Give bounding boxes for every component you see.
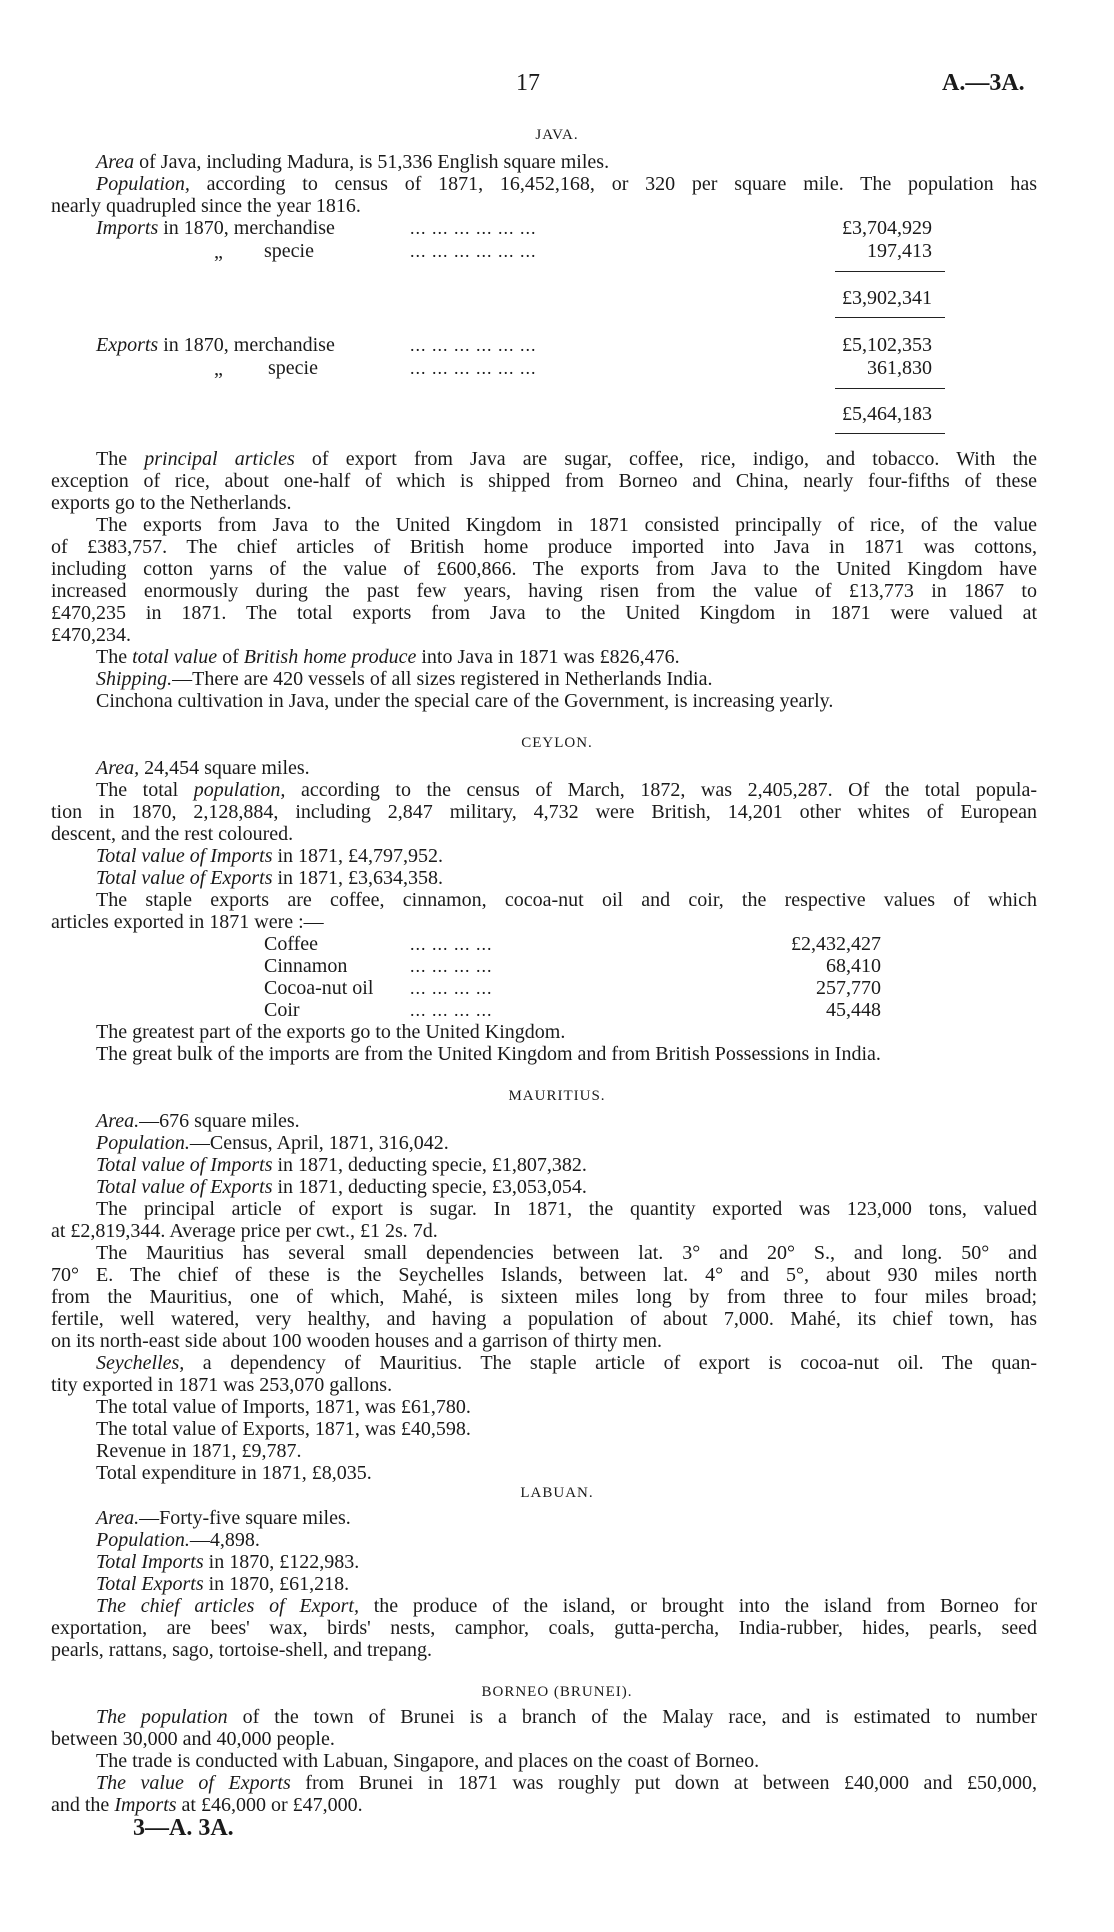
mauritius-imports: Total value of Imports in 1871, deducting specie, £1,807,382.: [96, 1154, 587, 1176]
mauritius-seychelles-line2: tity exported in 1871 was 253,070 gallons.: [51, 1374, 393, 1396]
labuan-population: Population.—4,898.: [96, 1529, 260, 1551]
ceylon-population-line1: The total population, according to the census of March, 1872, was 2,405,287. Of the total popula-: [96, 779, 1038, 801]
ceylon-staple-line1: The staple exports are coffee, cinnamon, cocoa-nut oil and coir, the respective values of which: [96, 889, 1037, 911]
mauritius-sugar-line2: at £2,819,344. Average price per cwt., £1 2s. 7d.: [51, 1220, 438, 1242]
mauritius-total-exports: The total value of Exports, 1871, was £40,598.: [96, 1418, 471, 1440]
mauritius-total-imports: The total value of Imports, 1871, was £61,780.: [96, 1396, 471, 1418]
java-para2-line3: including cotton yarns of the value of £600,866. The exports from Java to the United Kingdom have: [51, 558, 1037, 580]
ceylon-table-item: Coffee: [264, 933, 319, 955]
java-para2-line1: The exports from Java to the United Kingdom in 1871 consisted principally of rice, of the value: [96, 514, 1037, 536]
sum-rule: [835, 388, 945, 389]
dot-leader: ... ... ... ... ... ...: [410, 335, 537, 355]
ceylon-exports: Total value of Exports in 1871, £3,634,358.: [96, 867, 444, 889]
borneo-population-line2: between 30,000 and 40,000 people.: [51, 1728, 335, 1750]
section-heading-mauritius: MAURITIUS.: [508, 1088, 606, 1104]
borneo-trade: The trade is conducted with Labuan, Singapore, and places on the coast of Borneo.: [96, 1750, 760, 1772]
java-imports-merch-value: £3,704,929: [842, 217, 932, 239]
mauritius-seychelles-line1: Seychelles, a dependency of Mauritius. The staple article of export is cocoa-nut oil. The quan-: [96, 1352, 1037, 1374]
java-para2-line5: £470,235 in 1871. The total exports from Java to the United Kingdom in 1871 were valued at: [51, 602, 1037, 624]
java-para1-line2: exception of rice, about one-half of which is shipped from Borneo and China, nearly four-fifths of these: [51, 470, 1037, 492]
ceylon-population-line3: descent, and the rest coloured.: [51, 823, 294, 845]
java-para1-line3: exports go to the Netherlands.: [51, 492, 292, 514]
java-exports-ditto: „: [214, 358, 223, 380]
section-heading-labuan: LABUAN.: [520, 1485, 594, 1501]
java-imports-specie-value: 197,413: [867, 240, 932, 262]
ceylon-great-bulk: The great bulk of the imports are from the United Kingdom and from British Possessions in India.: [96, 1043, 881, 1065]
mauritius-dependencies-line4: fertile, well watered, very healthy, and having a population of about 7,000. Mahé, its chief town, has: [51, 1308, 1037, 1330]
java-imports-merch-label: Imports in 1870, merchandise: [96, 217, 335, 239]
mauritius-sugar-line1: The principal article of export is sugar. In 1871, the quantity exported was 123,000 tons, valued: [96, 1198, 1037, 1220]
ceylon-table-item: Cocoa-nut oil: [264, 977, 374, 999]
borneo-value-line1: The value of Exports from Brunei in 1871 was roughly put down at between £40,000 and £50,000,: [96, 1772, 1037, 1794]
sum-rule: [835, 433, 945, 434]
mauritius-revenue: Revenue in 1871, £9,787.: [96, 1440, 302, 1462]
java-british-produce: The total value of British home produce into Java in 1871 was £826,476.: [96, 646, 680, 668]
mauritius-expenditure: Total expenditure in 1871, £8,035.: [96, 1462, 372, 1484]
ceylon-area: Area, 24,454 square miles.: [96, 757, 310, 779]
ceylon-imports: Total value of Imports in 1871, £4,797,952.: [96, 845, 444, 867]
section-heading-ceylon: CEYLON.: [521, 735, 593, 751]
mauritius-area: Area.—676 square miles.: [96, 1110, 300, 1132]
java-exports-merch-value: £5,102,353: [842, 334, 932, 356]
footer-signature: 3—A. 3A.: [133, 1815, 234, 1841]
dot-leader: ... ... ... ...: [410, 978, 493, 998]
labuan-exports: Total Exports in 1870, £61,218.: [96, 1573, 350, 1595]
borneo-population-line1: The population of the town of Brunei is a branch of the Malay race, and is estimated to number: [96, 1706, 1038, 1728]
dot-leader: ... ... ... ... ... ...: [410, 358, 537, 378]
labuan-chief-line3: pearls, rattans, sago, tortoise-shell, and trepang.: [51, 1639, 432, 1661]
java-para2-line6: £470,234.: [51, 624, 131, 646]
ceylon-table-item: Cinnamon: [264, 955, 348, 977]
section-heading-java: JAVA.: [535, 127, 579, 143]
mauritius-dependencies-line5: on its north-east side about 100 wooden houses and a garrison of thirty men.: [51, 1330, 662, 1352]
mauritius-exports: Total value of Exports in 1871, deducting specie, £3,053,054.: [96, 1176, 587, 1198]
java-shipping: Shipping.—There are 420 vessels of all sizes registered in Netherlands India.: [96, 668, 713, 690]
java-population-line2: nearly quadrupled since the year 1816.: [51, 195, 361, 217]
labuan-chief-line2: exportation, are bees' wax, birds' nests, camphor, coals, gutta-percha, India-rubber, hides, pearls, seed: [51, 1617, 1037, 1639]
ceylon-table-value: 68,410: [826, 955, 881, 977]
ceylon-table-value: 45,448: [826, 999, 881, 1021]
labuan-area: Area.—Forty-five square miles.: [96, 1507, 351, 1529]
dot-leader: ... ... ... ...: [410, 1000, 493, 1020]
ceylon-staple-line2: articles exported in 1871 were :—: [51, 911, 324, 933]
dot-leader: ... ... ... ...: [410, 956, 493, 976]
java-para2-line2: of £383,757. The chief articles of British home produce imported into Java in 1871 was cottons,: [51, 536, 1037, 558]
java-exports-specie-label: specie: [268, 357, 318, 379]
ceylon-table-item: Coir: [264, 999, 300, 1021]
borneo-value-line2: and the Imports at £46,000 or £47,000.: [51, 1794, 363, 1816]
mauritius-dependencies-line2: 70° E. The chief of these is the Seychelles Islands, between lat. 4° and 5°, about 930 miles north: [51, 1264, 1037, 1286]
labuan-imports: Total Imports in 1870, £122,983.: [96, 1551, 360, 1573]
mauritius-dependencies-line1: The Mauritius has several small dependencies between lat. 3° and 20° S., and long. 50° and: [96, 1242, 1037, 1264]
labuan-chief-line1: The chief articles of Export, the produce of the island, or brought into the island from Borneo for: [96, 1595, 1037, 1617]
java-exports-specie-value: 361,830: [867, 357, 932, 379]
ceylon-table-value: £2,432,427: [791, 933, 881, 955]
java-cinchona: Cinchona cultivation in Java, under the special care of the Government, is increasing yearly.: [96, 690, 834, 712]
document-ref: A.—3A.: [942, 70, 1025, 96]
mauritius-dependencies-line3: from the Mauritius, one of which, Mahé, is sixteen miles long by from three to four miles broad;: [51, 1286, 1037, 1308]
java-imports-total: £3,902,341: [842, 287, 932, 309]
sum-rule: [835, 271, 945, 272]
java-exports-total: £5,464,183: [842, 403, 932, 425]
dot-leader: ... ... ... ... ... ...: [410, 218, 537, 238]
java-area: Area of Java, including Madura, is 51,336 English square miles.: [96, 151, 610, 173]
java-population-line1: Population, according to census of 1871, 16,452,168, or 320 per square mile. The population has: [96, 173, 1037, 195]
ceylon-greatest-part: The greatest part of the exports go to the United Kingdom.: [96, 1021, 566, 1043]
sum-rule: [835, 317, 945, 318]
java-imports-ditto: „: [214, 241, 223, 263]
dot-leader: ... ... ... ... ... ...: [410, 241, 537, 261]
mauritius-population: Population.—Census, April, 1871, 316,042.: [96, 1132, 449, 1154]
java-imports-specie-label: specie: [264, 240, 314, 262]
page-number: 17: [516, 70, 540, 96]
java-exports-merch-label: Exports in 1870, merchandise: [96, 334, 335, 356]
ceylon-table-value: 257,770: [816, 977, 881, 999]
ceylon-population-line2: tion in 1870, 2,128,884, including 2,847 military, 4,732 were British, 14,201 other whites of European: [51, 801, 1037, 823]
java-para1-line1: The principal articles of export from Java are sugar, coffee, rice, indigo, and tobacco. With the: [96, 448, 1038, 470]
dot-leader: ... ... ... ...: [410, 934, 493, 954]
java-para2-line4: increased enormously during the past few years, having risen from the value of £13,773 in 1867 to: [51, 580, 1037, 602]
section-heading-borneo: BORNEO (BRUNEI).: [481, 1684, 633, 1700]
